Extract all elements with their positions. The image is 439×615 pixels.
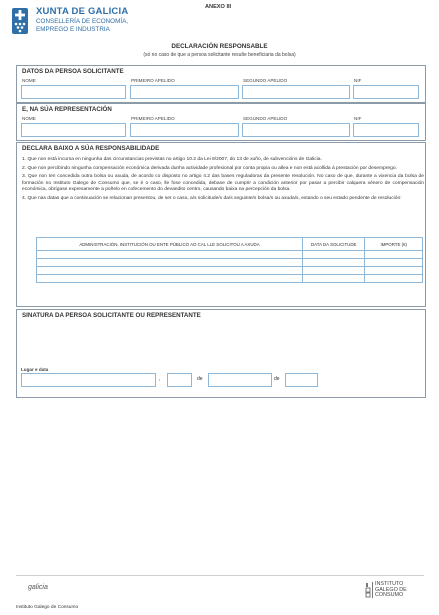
aid-institution-cell[interactable]: [37, 251, 303, 259]
aid-amount-cell[interactable]: [365, 267, 423, 275]
declaration-section-title: DECLARA BAIXO A SÚA RESPONSABILIDADE: [22, 145, 160, 152]
aid-date-cell[interactable]: [302, 275, 365, 283]
table-row: [37, 275, 423, 283]
declaration-item-4: 4. Que nas datas que a continuación se relacionan presentou, de ser o caso, a/s solicitude/s da/s seguinte/s bolsa/s ou axuda/s, estando o seu estado pendente de resolución:: [22, 195, 402, 201]
applicant-surname2-field[interactable]: [242, 85, 350, 99]
aid-institution-cell[interactable]: [37, 259, 303, 267]
declaration-section: [16, 142, 426, 307]
representative-nif-label: NIF: [354, 116, 362, 121]
signature-section-title: SINATURA DA PERSOA SOLICITANTE OU REPRESENTANTE: [22, 312, 201, 319]
applicant-surname1-field[interactable]: [130, 85, 239, 99]
table-row: [37, 267, 423, 275]
representative-name-field[interactable]: [21, 123, 126, 137]
aid-amount-cell[interactable]: [365, 251, 423, 259]
footer-divider: [16, 575, 424, 576]
aid-amount-cell[interactable]: [365, 259, 423, 267]
aid-table: [36, 237, 423, 283]
representative-name-label: NOME: [22, 116, 36, 121]
igc-line-1: INSTITUTO: [375, 581, 404, 587]
year-field[interactable]: [285, 373, 318, 387]
table-row: [37, 251, 423, 259]
aid-institution-cell[interactable]: [37, 275, 303, 283]
applicant-nif-label: NIF: [354, 78, 362, 83]
igc-text: [375, 582, 407, 599]
table-row: [37, 259, 423, 267]
declaration-item-3: 3. Que non ten concedida outra bolsa ou axuda, de acordo co disposto no artigo 4.2 das bases reguladoras da presente resolución. No caso de que, durante a vixencia da bolsa de formación no Instituto Galego de Consumo que, se é o caso, lle fose concedida, debase de cumprir a condición anterior por pasar a percibir calquera xénero de compensación económica, obrígase expresamente a poñelo en cofecemento do devandito centro, causando baixa na percepción da bolsa.: [22, 174, 424, 192]
representative-surname2-label: SEGUNDO APELIDO: [243, 116, 288, 121]
organization-name: Instituto Galego de Consumo: [16, 605, 79, 610]
form-title: DECLARACIÓN RESPONSABLE: [171, 43, 268, 50]
aid-institution-cell[interactable]: [37, 267, 303, 275]
applicant-section-title: DATOS DA PERSOA SOLICITANTE: [22, 68, 124, 75]
declaration-item-2: 2. Que non percibindo ningunha compensación económica derivada dunha actividade profesional por conta propia ou allea e non está acollida á prestación por desemprego.: [22, 165, 397, 171]
representative-nif-field[interactable]: [353, 123, 419, 137]
aid-date-cell[interactable]: [302, 251, 365, 259]
date-separator-de-1: de: [197, 376, 203, 382]
representative-surname1-label: PRIMEIRO APELIDO: [131, 116, 175, 121]
department-name: [36, 18, 128, 33]
applicant-surname1-label: PRIMEIRO APELIDO: [131, 78, 175, 83]
aid-date-cell[interactable]: [302, 267, 365, 275]
representative-surname1-field[interactable]: [130, 123, 239, 137]
igc-line-3: CONSUMO: [375, 592, 404, 599]
signature-section: [16, 309, 426, 398]
place-date-comma: ,: [159, 376, 161, 382]
declaration-list: [22, 157, 424, 204]
applicant-name-field[interactable]: [21, 85, 126, 99]
aid-table-header-amount: IMPORTE (€): [365, 238, 423, 251]
representative-section: [16, 103, 426, 141]
representative-surname2-field[interactable]: [242, 123, 350, 137]
day-field[interactable]: [167, 373, 192, 387]
department-line-2: EMPREGO E INDUSTRIA: [36, 25, 110, 33]
representative-section-title: E, NA SÚA REPRESENTACIÓN: [22, 106, 112, 113]
igc-line-2: GALEGO DE: [375, 586, 407, 593]
department-line-1: CONSELLERÍA DE ECONOMÍA,: [36, 18, 129, 25]
date-separator-de-2: de: [274, 376, 280, 382]
applicant-surname2-label: SEGUNDO APELIDO: [243, 78, 288, 83]
applicant-section: [16, 65, 426, 103]
xunta-logo: [10, 6, 150, 42]
igc-logo: [365, 581, 423, 599]
aid-table-header-row: [37, 238, 423, 251]
annex-label: ANEXO III: [205, 4, 232, 10]
place-field[interactable]: [21, 373, 156, 387]
applicant-name-label: NOME: [22, 78, 36, 83]
xunta-cross-emblem-icon: [10, 6, 30, 36]
brand-name: XUNTA DE GALICIA: [36, 6, 129, 17]
aid-table-header-institution: ADMINISTRACIÓN, INSTITUCIÓN OU ENTE PÚBLICO AO CAL LLE SOLICITOU A AXUDA: [37, 238, 303, 251]
form-subtitle: (só no caso de que a persoa solicitante resulte beneficiaria da bolsa): [143, 52, 296, 58]
aid-date-cell[interactable]: [302, 259, 365, 267]
applicant-nif-field[interactable]: [353, 85, 419, 99]
galicia-logo: galicia: [28, 584, 48, 591]
aid-table-header-date: DATA DA SOLICITUDE: [302, 238, 365, 251]
declaration-item-1: 1. Que non está incursa en ningunha das circunstancias previstas no artigo 10.2 da Lei 9/2007, do 13 de xuño, de subvencións de Galicia.: [22, 157, 322, 162]
aid-amount-cell[interactable]: [365, 275, 423, 283]
igc-mark-icon: [365, 582, 373, 598]
month-field[interactable]: [208, 373, 272, 387]
place-date-label: Lugar e data: [21, 367, 49, 372]
